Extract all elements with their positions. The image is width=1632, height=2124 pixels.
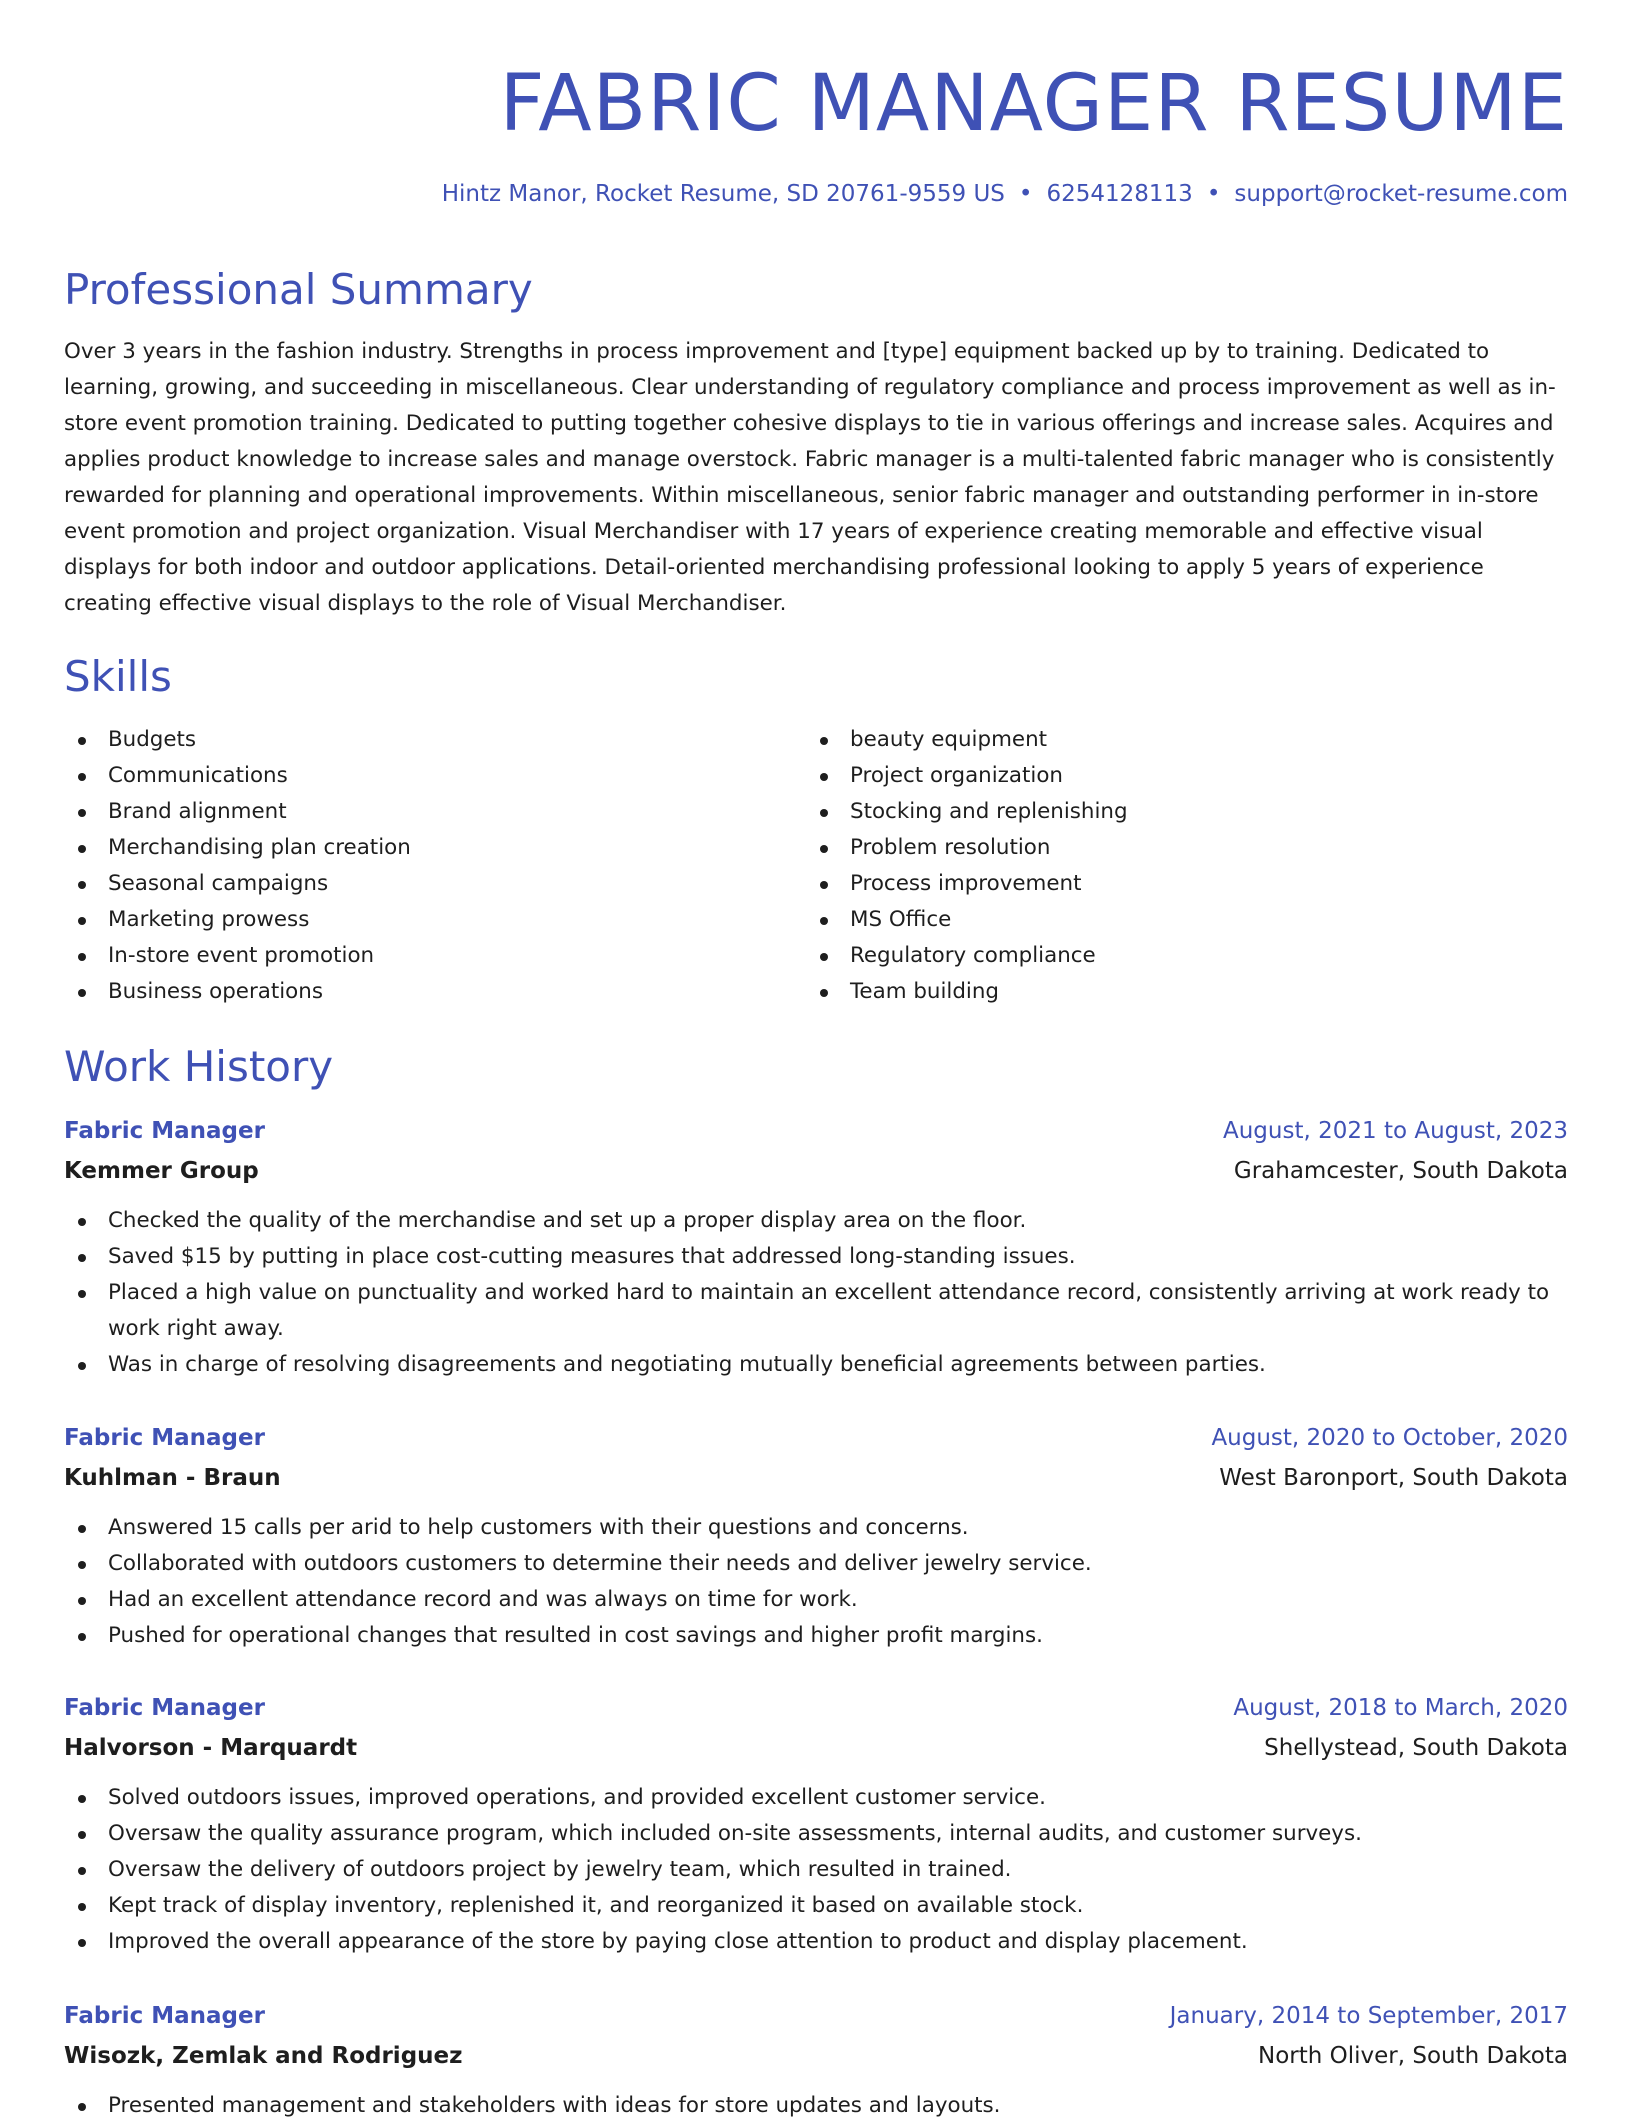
job-bullet: Saved $15 by putting in place cost-cutting measures that addressed long-standing issues.	[64, 1239, 1568, 1275]
contact-address: Hintz Manor, Rocket Resume, SD 20761-9559 US	[441, 181, 1005, 207]
section-title-summary: Professional Summary	[64, 265, 533, 314]
job-dates: August, 2021 to August, 2023	[1223, 1118, 1568, 1144]
job-company: Wisozk, Zemlak and Rodriguez	[64, 2043, 463, 2069]
job-bullet: Solved outdoors issues, improved operations, and provided excellent customer service.	[64, 1780, 1568, 1816]
job-bullets	[64, 1780, 1568, 1960]
job-entry	[64, 1418, 1568, 1654]
job-bullet: Checked the quality of the merchandise and set up a proper display area on the floor.	[64, 1203, 1568, 1239]
job-company: Halvorson - Marquardt	[64, 1735, 358, 1761]
job-subheader	[64, 2036, 1568, 2076]
skill-item: Marketing prowess	[64, 902, 764, 938]
skill-item: Business operations	[64, 974, 764, 1010]
job-location: North Oliver, South Dakota	[1257, 2043, 1568, 2069]
skill-item: Team building	[806, 974, 1506, 1010]
job-bullet: Answered 15 calls per arid to help customers with their questions and concerns.	[64, 1510, 1568, 1546]
job-bullet: Had an excellent attendance record and was always on time for work.	[64, 1582, 1568, 1618]
section-title-skills: Skills	[64, 652, 172, 701]
job-bullet: Improved the overall appearance of the store by paying close attention to product and display placement.	[64, 1924, 1568, 1960]
skill-item: Communications	[64, 758, 764, 794]
contact-separator: •	[1018, 181, 1033, 207]
job-header	[64, 1418, 1568, 1458]
contact-phone: 6254128113	[1046, 181, 1193, 207]
job-location: Shellystead, South Dakota	[1264, 1735, 1568, 1761]
skill-item: Budgets	[64, 722, 764, 758]
skill-item: Brand alignment	[64, 794, 764, 830]
job-dates: January, 2014 to September, 2017	[1169, 2003, 1568, 2029]
job-dates: August, 2018 to March, 2020	[1233, 1695, 1568, 1721]
job-location: Grahamcester, South Dakota	[1233, 1158, 1568, 1184]
job-bullet: Was in charge of resolving disagreements and negotiating mutually beneficial agreements between parties.	[64, 1347, 1568, 1383]
section-title-work-history: Work History	[64, 1042, 334, 1091]
skill-item: MS Office	[806, 902, 1506, 938]
job-title: Fabric Manager	[64, 1118, 265, 1144]
skill-item: beauty equipment	[806, 722, 1506, 758]
job-bullet: Oversaw the quality assurance program, which included on-site assessments, internal audits, and customer surveys.	[64, 1816, 1568, 1852]
job-entry	[64, 1996, 1568, 2124]
job-bullet: Oversaw the delivery of outdoors project by jewelry team, which resulted in trained.	[64, 1852, 1568, 1888]
skill-item: Merchandising plan creation	[64, 830, 764, 866]
job-bullets	[64, 1510, 1568, 1654]
job-bullet: Pushed for operational changes that resulted in cost savings and higher profit margins.	[64, 1618, 1568, 1654]
contact-line	[442, 178, 1568, 210]
skill-item: Process improvement	[806, 866, 1506, 902]
job-location: West Baronport, South Dakota	[1219, 1465, 1568, 1491]
skill-item: In-store event promotion	[64, 938, 764, 974]
job-header	[64, 1688, 1568, 1728]
job-title: Fabric Manager	[64, 1695, 265, 1721]
skills-column-left	[64, 722, 764, 1010]
job-title: Fabric Manager	[64, 1425, 265, 1451]
job-subheader	[64, 1728, 1568, 1768]
resume-page	[64, 0, 1568, 2118]
job-bullets	[64, 1203, 1568, 1383]
job-bullet: Collaborated with outdoors customers to determine their needs and deliver jewelry service.	[64, 1546, 1568, 1582]
contact-email: support@rocket-resume.com	[1234, 181, 1568, 207]
contact-separator: •	[1206, 181, 1221, 207]
resume-title: FABRIC MANAGER RESUME	[499, 59, 1568, 149]
job-bullet: Presented management and stakeholders with ideas for store updates and layouts.	[64, 2088, 1568, 2124]
job-title: Fabric Manager	[64, 2003, 265, 2029]
skill-item: Problem resolution	[806, 830, 1506, 866]
job-company: Kemmer Group	[64, 1158, 259, 1184]
skill-item: Stocking and replenishing	[806, 794, 1506, 830]
job-header	[64, 1111, 1568, 1151]
job-entry	[64, 1688, 1568, 1960]
skill-item: Project organization	[806, 758, 1506, 794]
job-bullet: Placed a high value on punctuality and worked hard to maintain an excellent attendance record, consistently arriving at work ready to work right away.	[64, 1275, 1568, 1347]
job-header	[64, 1996, 1568, 2036]
job-bullet: Kept track of display inventory, replenished it, and reorganized it based on available stock.	[64, 1888, 1568, 1924]
job-subheader	[64, 1458, 1568, 1498]
job-dates: August, 2020 to October, 2020	[1211, 1425, 1568, 1451]
skills-column-right	[806, 722, 1506, 1010]
skill-item: Regulatory compliance	[806, 938, 1506, 974]
skill-item: Seasonal campaigns	[64, 866, 764, 902]
summary-text: Over 3 years in the fashion industry. Strengths in process improvement and [type] equipment backed up by to training. Dedicated to learning, growing, and succeeding in miscellaneous. Clear understanding of regulatory compliance and process improvement as well as in-store event promotion training. Dedicated to putting together cohesive displays to tie in various offerings and increase sales. Acquires and applies product knowledge to increase sales and manage overstock. Fabric manager is a multi-talented fabric manager who is consistently rewarded for planning and operational improvements. Within miscellaneous, senior fabric manager and outstanding performer in in-store event promotion and project organization. Visual Merchandiser with 17 years of experience creating memorable and effective visual displays for both indoor and outdoor applications. Detail-oriented merchandising professional looking to apply 5 years of experience creating effective visual displays to the role of Visual Merchandiser.	[64, 339, 1556, 616]
job-company: Kuhlman - Braun	[64, 1465, 281, 1491]
job-bullets	[64, 2088, 1568, 2124]
job-subheader	[64, 1151, 1568, 1191]
job-entry	[64, 1111, 1568, 1383]
